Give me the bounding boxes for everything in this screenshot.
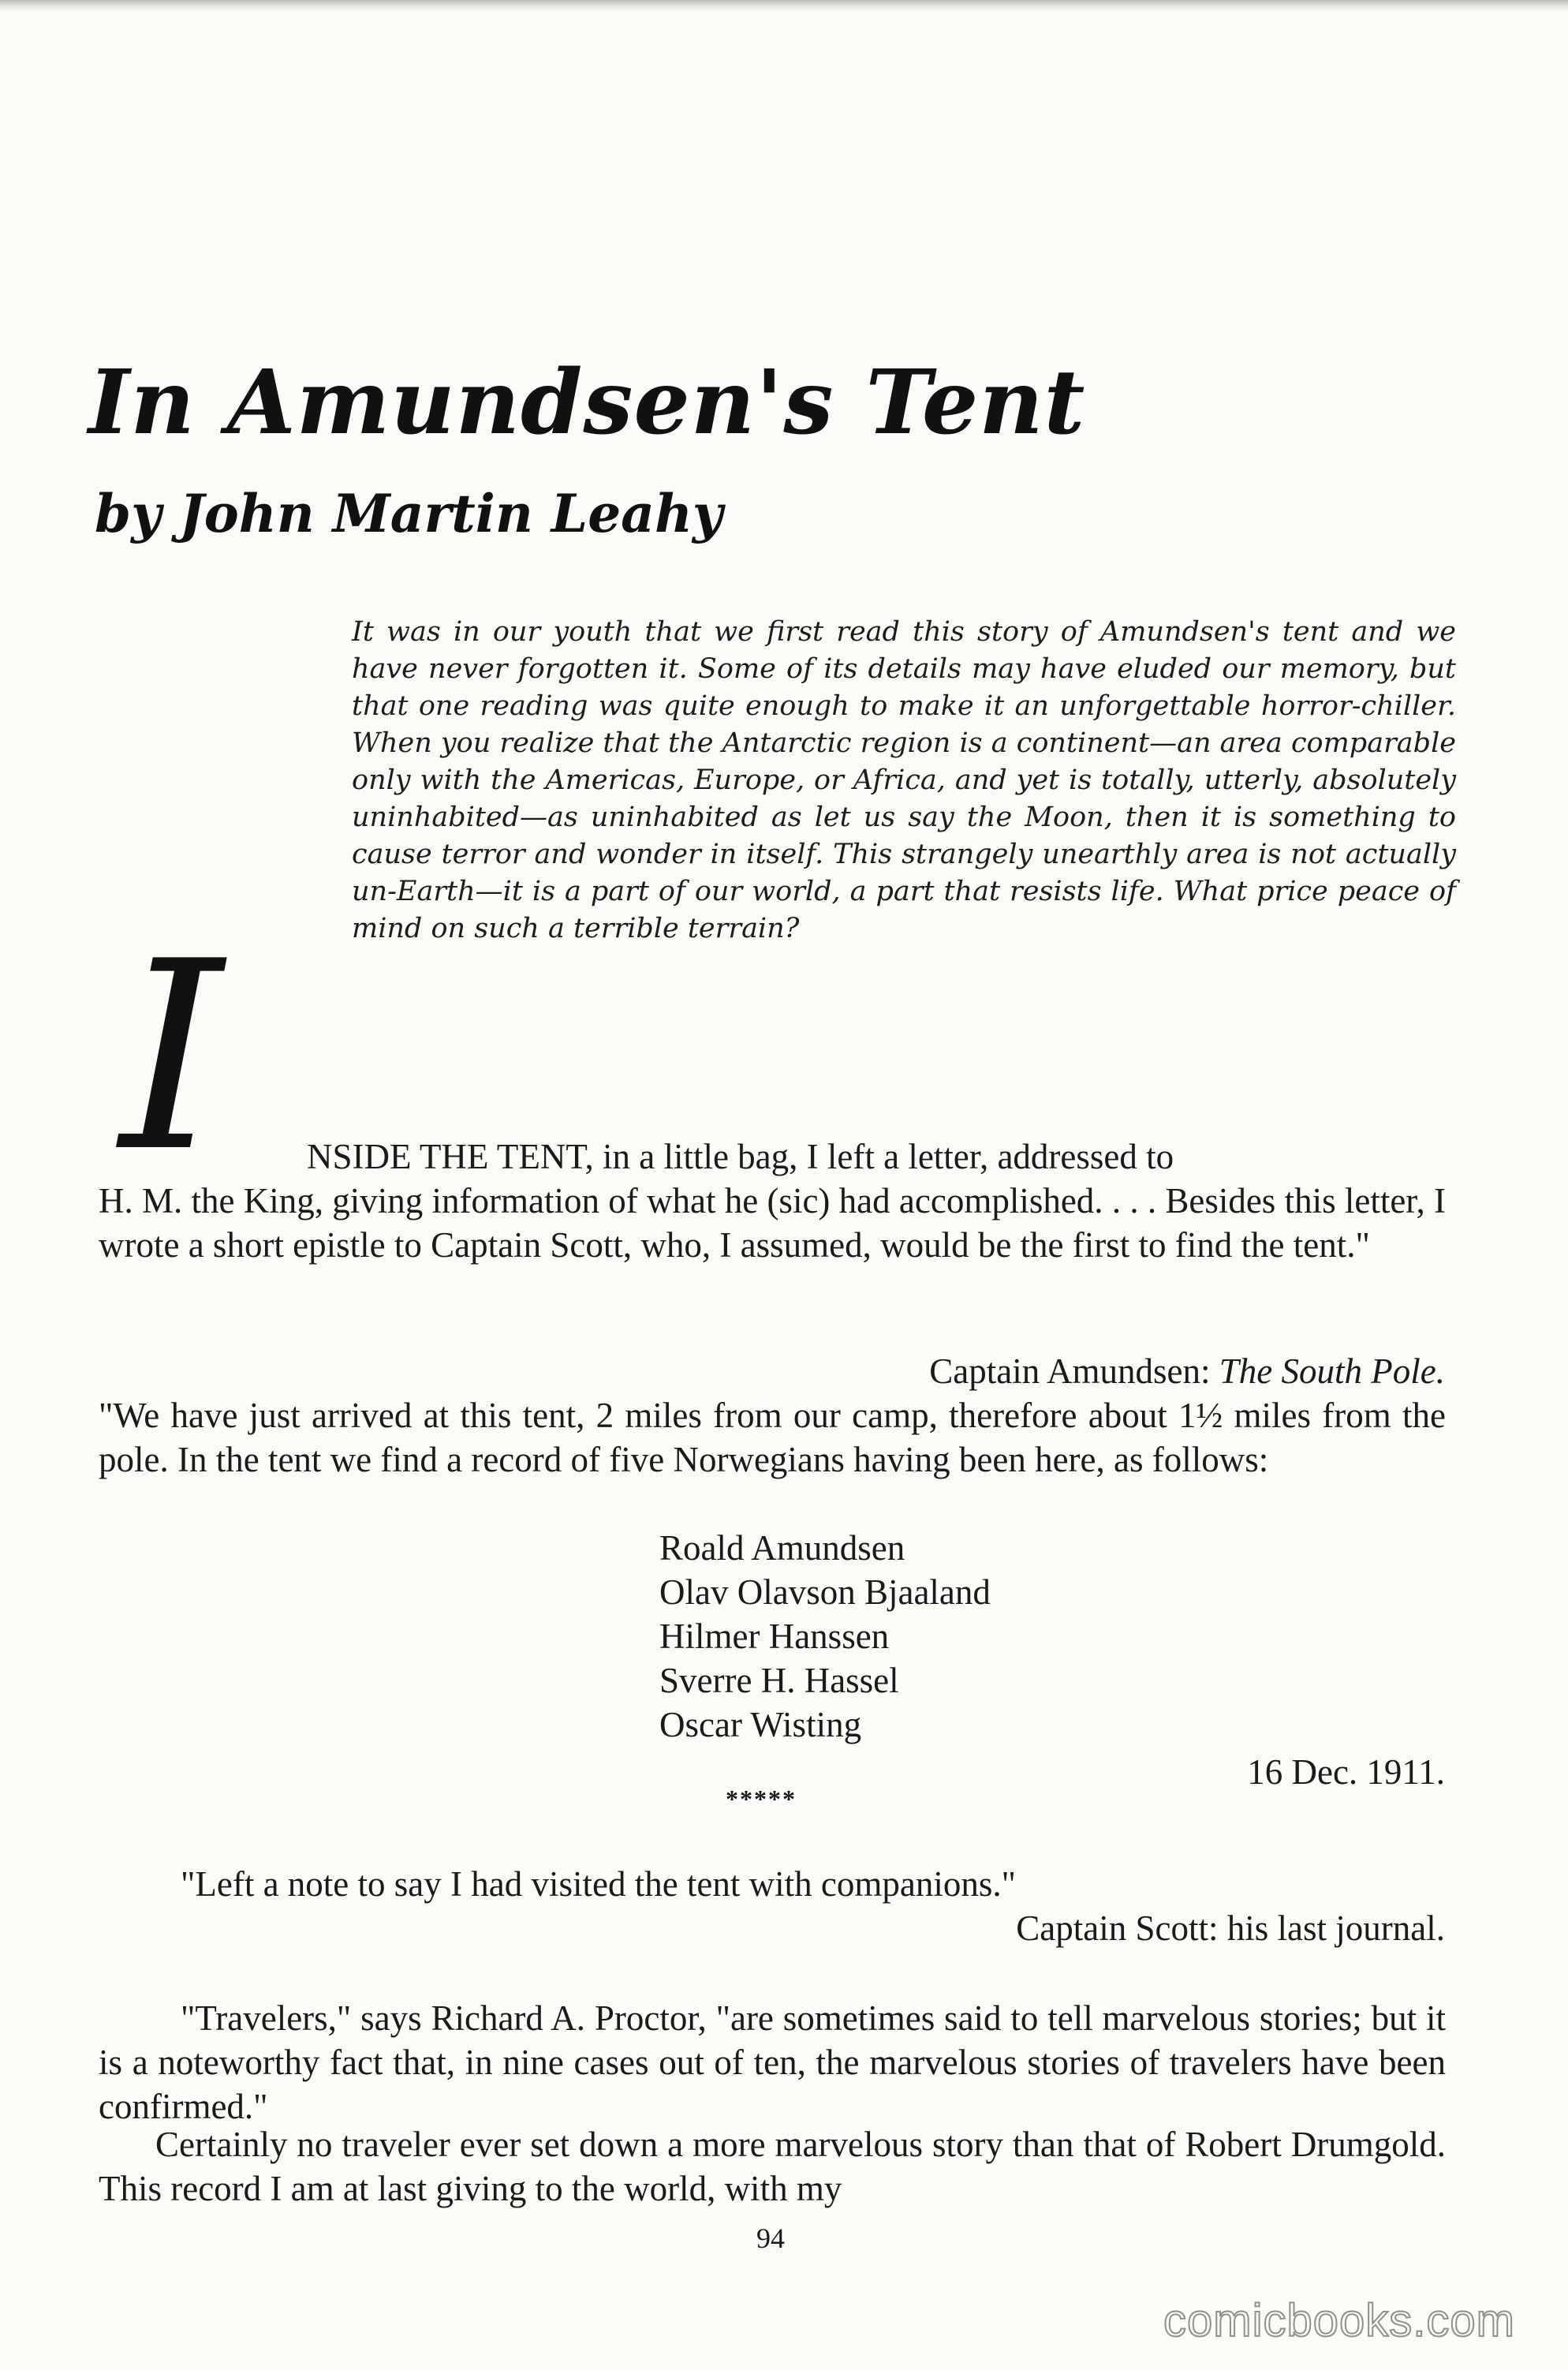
scott-quote: "We have just arrived at this tent, 2 miles from our camp, therefore about 1½ miles from the pole. In the tent we find a record of five Norwegians having been here, as follows: (99, 1396, 1446, 1479)
page-number: 94 (756, 2222, 785, 2254)
list-item: Oscar Wisting (659, 1705, 862, 1744)
attribution-book: The South Pole. (1219, 1351, 1445, 1391)
opening-first-line: NSIDE THE TENT, in a little bag, I left a letter, addressed to (307, 1137, 1174, 1176)
list-item: Sverre H. Hassel (659, 1661, 899, 1700)
opening-quote (99, 1135, 1446, 1267)
opening-rest: H. M. the King, giving information of what he (sic) had accomplished. . . . Besides this letter, I wrote a short epistle to Captain Scott, who, I assumed, would be the first to find the tent." (99, 1181, 1446, 1265)
list-item: Roald Amundsen (659, 1528, 905, 1568)
record-date: 16 Dec. 1911. (1247, 1752, 1445, 1792)
watermark: comicbooks.com (1163, 2295, 1515, 2346)
scott-attribution: Captain Scott: his last journal. (1016, 1908, 1445, 1948)
editorial-intro: It was in our youth that we first read this story of Amundsen's tent and we have never forgotten it. Some of its details may have eluded our memory, but that one reading was quite enough to make it an unforgettable horror-chiller. When you realize that the Antarctic region is a continent—an area comparable only with the Americas, Europe, or Africa, and yet is totally, utterly, absolutely uninhabited—as uninhabited as let us say the Moon, then it is something to cause terror and wonder in itself. This strangely unearthly area is not actually un-Earth—it is a part of our world, a part that resists life. What price peace of mind on such a terrible terrain? (352, 616, 1456, 944)
names-list (659, 1526, 991, 1747)
drop-cap: I (120, 906, 223, 1209)
attribution-author: Captain Amundsen: (929, 1351, 1219, 1391)
page-top-edge (0, 0, 1568, 11)
scott-note: "Left a note to say I had visited the tent with companions." (181, 1864, 1016, 1904)
drumgold-paragraph: Certainly no traveler ever set down a more marvelous story than that of Robert Drumgold. This record I am at last giving to the world, with my (99, 2125, 1446, 2208)
story-title: In Amundsen's Tent (88, 351, 1086, 454)
story-byline: by John Martin Leahy (95, 483, 723, 544)
list-item: Hilmer Hanssen (659, 1617, 890, 1656)
travelers-paragraph: "Travelers," says Richard A. Proctor, "are sometimes said to tell marvelous stories; but it is a noteworthy fact that, in nine cases out of ten, the marvelous stories of travelers have been confirmed." (99, 1998, 1446, 2126)
list-item: Olav Olavson Bjaaland (659, 1572, 991, 1612)
amundsen-attribution (929, 1349, 1445, 1393)
section-separator: ***** (726, 1785, 797, 1813)
